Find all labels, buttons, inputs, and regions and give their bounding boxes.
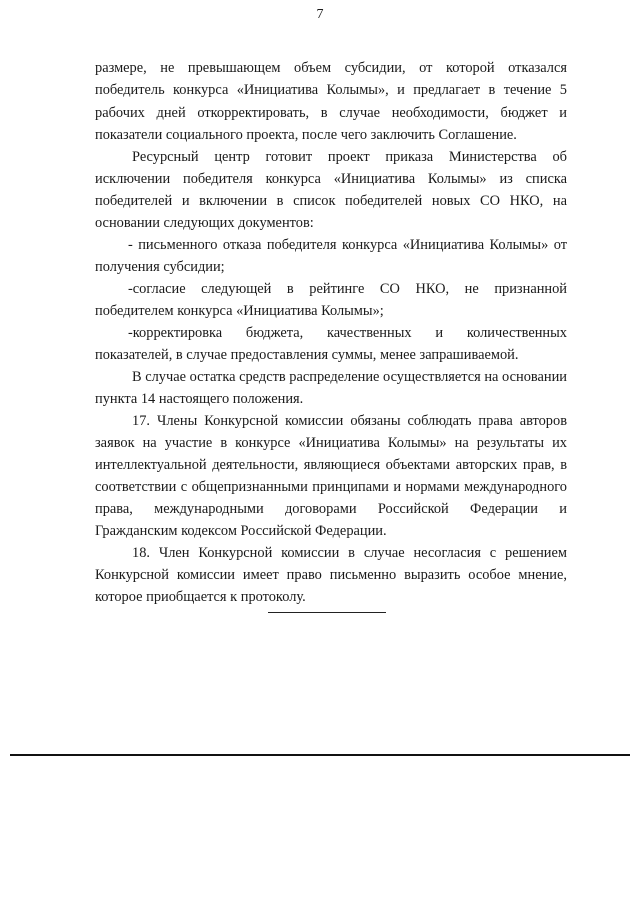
text-line: рабочих дней откорректировать, в случае необходимости, бюджет и bbox=[95, 105, 567, 121]
text-line: права, международными договорами Российской Федерации и bbox=[95, 501, 567, 517]
text-line: соответствии с общепризнанными принципами и нормами международного bbox=[95, 479, 567, 495]
list-item: -корректировка бюджета, качественных и количественных bbox=[128, 325, 567, 341]
text-line: Гражданским кодексом Российской Федерации. bbox=[95, 523, 387, 539]
text-line: исключении победителя конкурса «Инициатива Колымы» из списка bbox=[95, 171, 567, 187]
text-line: Ресурсный центр готовит проект приказа Министерства об bbox=[132, 149, 567, 165]
list-item: - письменного отказа победителя конкурса «Инициатива Колымы» от bbox=[128, 237, 567, 253]
text-line: показателей, в случае предоставления суммы, менее запрашиваемой. bbox=[95, 347, 519, 363]
text-line: Конкурсной комиссии имеет право письменно выразить особое мнение, bbox=[95, 567, 567, 583]
text-line: В случае остатка средств распределение осуществляется на основании bbox=[132, 369, 567, 385]
text-line: победитель конкурса «Инициатива Колымы», и предлагает в течение 5 bbox=[95, 82, 567, 98]
list-item: -согласие следующей в рейтинге СО НКО, не признанной bbox=[128, 281, 567, 297]
page-bottom-rule bbox=[10, 754, 630, 756]
text-line: показатели социального проекта, после чего заключить Соглашение. bbox=[95, 127, 517, 143]
text-line: победителем конкурса «Инициатива Колымы»; bbox=[95, 303, 384, 319]
text-line: интеллектуальной деятельности, являющиеся объектами авторских прав, в bbox=[95, 457, 567, 473]
text-line: 18. Член Конкурсной комиссии в случае несогласия с решением bbox=[132, 545, 567, 561]
text-line: 17. Члены Конкурсной комиссии обязаны соблюдать права авторов bbox=[132, 413, 567, 429]
text-line: победителей и включении в список победителей новых СО НКО, на bbox=[95, 193, 567, 209]
text-line: получения субсидии; bbox=[95, 259, 225, 275]
text-line: которое приобщается к протоколу. bbox=[95, 589, 306, 605]
text-line: заявок на участие в конкурсе «Инициатива Колымы» на результаты их bbox=[95, 435, 567, 451]
text-line: пункта 14 настоящего положения. bbox=[95, 391, 304, 407]
text-line: размере, не превышающем объем субсидии, от которой отказался bbox=[95, 60, 567, 76]
end-divider bbox=[268, 612, 386, 613]
page-number: 7 bbox=[316, 7, 324, 22]
text-line: основании следующих документов: bbox=[95, 215, 314, 231]
